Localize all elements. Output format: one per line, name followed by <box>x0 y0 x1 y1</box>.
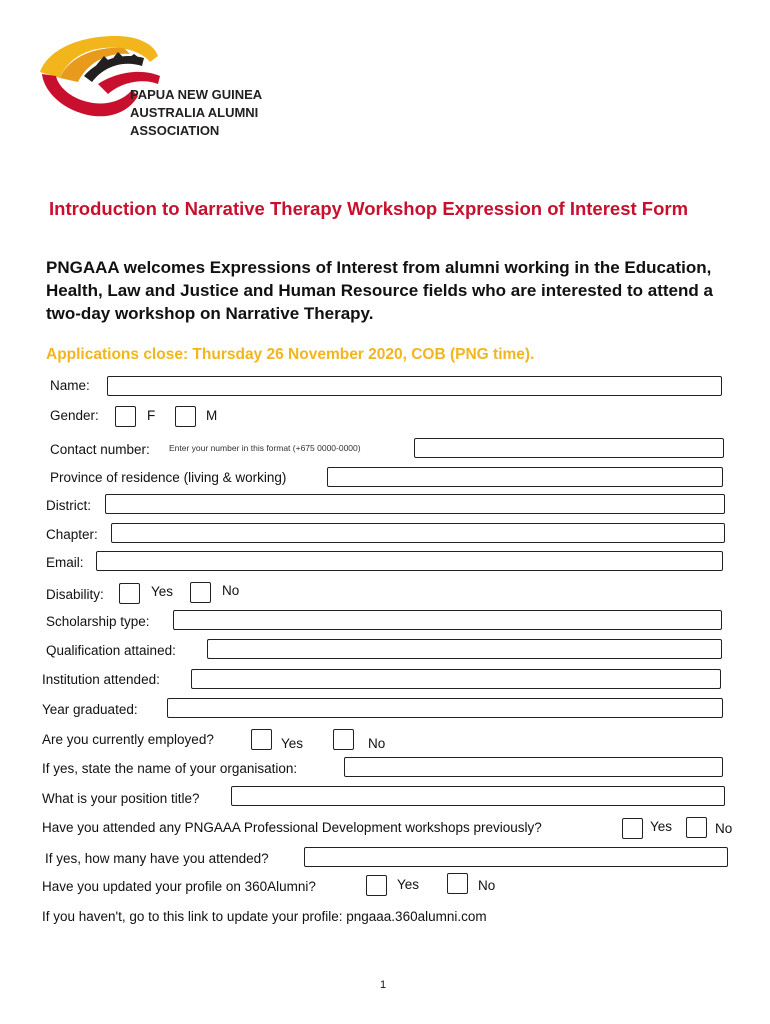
contact-number-label: Contact number: <box>50 442 150 457</box>
updated-profile-label: Have you updated your profile on 360Alumni? <box>42 879 316 894</box>
disability-no-label: No <box>222 583 240 598</box>
employed-yes-label: Yes <box>281 736 304 751</box>
gender-m-label: M <box>206 408 218 423</box>
scholarship-type-field[interactable] <box>173 610 722 630</box>
form-title: Introduction to Narrative Therapy Workshop Expression of Interest Form <box>49 198 689 219</box>
profile-link-note: If you haven't, go to this link to update your profile: pngaaa.360alumni.com <box>42 909 487 924</box>
chapter-label: Chapter: <box>46 527 98 542</box>
updated-profile-no-label: No <box>478 878 496 893</box>
year-graduated-field[interactable] <box>167 698 723 718</box>
name-field[interactable] <box>107 376 722 396</box>
institution-field[interactable] <box>191 669 721 689</box>
province-field[interactable] <box>327 467 723 487</box>
gender-label: Gender: <box>50 408 99 423</box>
org-name-line-1: PAPUA NEW GUINEA <box>130 87 263 102</box>
gender-m-checkbox[interactable] <box>175 406 196 427</box>
qualification-label: Qualification attained: <box>46 643 176 658</box>
organisation-name <box>130 86 262 140</box>
employed-yes-checkbox[interactable] <box>251 729 272 750</box>
intro-paragraph: PNGAAA welcomes Expressions of Interest from alumni working in the Education, Health, Law and Justice and Human Resource fields who are interested to attend a two-day workshop on Narrative Therapy. <box>46 258 713 323</box>
attended-pd-yes-label: Yes <box>650 819 673 834</box>
position-title-label: What is your position title? <box>42 791 200 806</box>
institution-label: Institution attended: <box>42 672 160 687</box>
scholarship-type-label: Scholarship type: <box>46 614 150 629</box>
disability-label: Disability: <box>46 587 104 602</box>
employed-no-checkbox[interactable] <box>333 729 354 750</box>
chapter-field[interactable] <box>111 523 725 543</box>
organisation-label: If yes, state the name of your organisation: <box>42 761 298 776</box>
attended-pd-no-label: No <box>715 821 733 836</box>
position-title-field[interactable] <box>231 786 725 806</box>
district-label: District: <box>46 498 91 513</box>
email-field[interactable] <box>96 551 723 571</box>
gender-f-label: F <box>147 408 156 423</box>
contact-number-hint: Enter your number in this format (+675 0000-0000) <box>169 443 361 453</box>
how-many-field[interactable] <box>304 847 728 867</box>
applications-deadline: Applications close: Thursday 26 November 2020, COB (PNG time). <box>46 346 535 363</box>
attended-pd-no-checkbox[interactable] <box>686 817 707 838</box>
updated-profile-no-checkbox[interactable] <box>447 873 468 894</box>
employed-label: Are you currently employed? <box>42 732 214 747</box>
org-name-line-3: ASSOCIATION <box>130 123 220 138</box>
how-many-label: If yes, how many have you attended? <box>45 851 269 866</box>
org-name-line-2: AUSTRALIA ALUMNI <box>130 105 259 120</box>
attended-pd-label: Have you attended any PNGAAA Professional Development workshops previously? <box>42 820 542 835</box>
disability-yes-label: Yes <box>151 584 174 599</box>
attended-pd-yes-checkbox[interactable] <box>622 818 643 839</box>
province-label: Province of residence (living & working) <box>50 470 287 485</box>
disability-yes-checkbox[interactable] <box>119 583 140 604</box>
disability-no-checkbox[interactable] <box>190 582 211 603</box>
gender-f-checkbox[interactable] <box>115 406 136 427</box>
updated-profile-yes-checkbox[interactable] <box>366 875 387 896</box>
qualification-field[interactable] <box>207 639 722 659</box>
year-graduated-label: Year graduated: <box>42 702 138 717</box>
updated-profile-yes-label: Yes <box>397 877 420 892</box>
district-field[interactable] <box>105 494 725 514</box>
employed-no-label: No <box>368 736 386 751</box>
name-label: Name: <box>50 378 90 393</box>
organisation-field[interactable] <box>344 757 723 777</box>
page-number: 1 <box>380 979 387 991</box>
email-label: Email: <box>46 555 84 570</box>
contact-number-field[interactable] <box>414 438 724 458</box>
